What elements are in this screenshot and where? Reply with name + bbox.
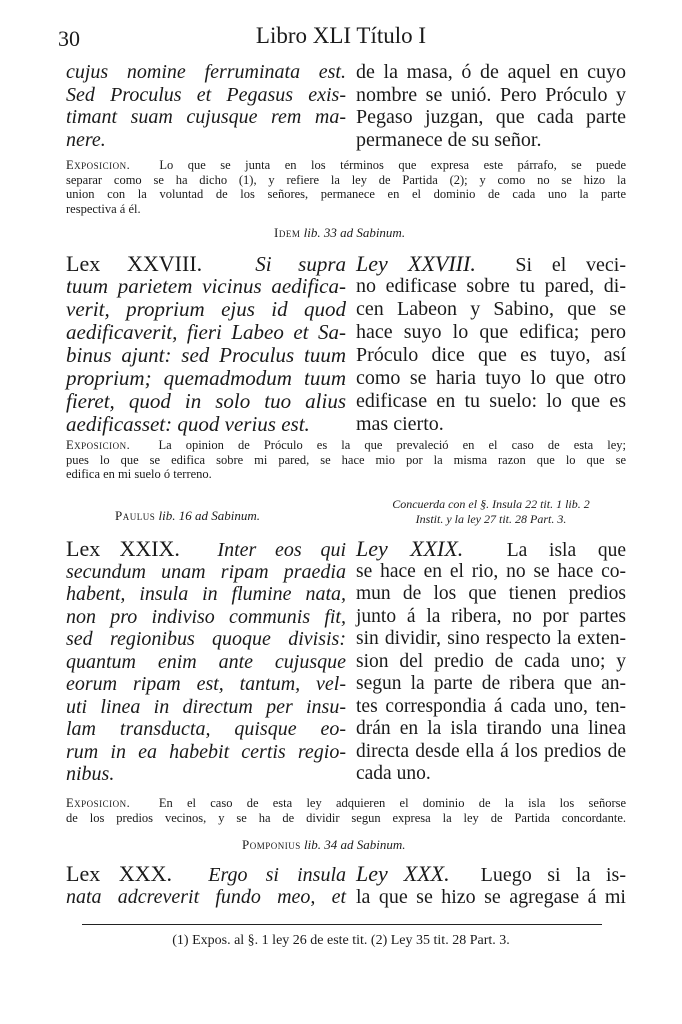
latin-line: nere. (66, 128, 106, 151)
source-author: Paulus (115, 508, 156, 523)
spanish-line: junto á la ribera, no por partes (356, 605, 626, 627)
latin-line: sed regionibus quoque divisis: (66, 628, 346, 650)
spanish-column-ley28 (356, 252, 626, 436)
spanish-line: no edificase sobre tu pared, di- (356, 275, 626, 297)
spanish-line: Luego si la is- (480, 864, 626, 886)
latin-line: tuum parietem vicinus aedifica- (66, 274, 346, 298)
latin-line: binus ajunt: sed Proculus tuum (66, 343, 346, 367)
exposicion-text: de los predios vecinos, y se ha de dividir segun expresa la ley de Partida concordante. (66, 810, 626, 825)
latin-line: aedificasset: quod verius est. (66, 412, 310, 436)
source-author: Pomponius (242, 837, 301, 852)
exposicion-text: La opinion de Próculo es la que prevaleció en el caso de esta ley; (158, 438, 626, 452)
spanish-line: hace suyo lo que edifica; pero (356, 321, 626, 343)
concordance-note (356, 497, 626, 527)
spanish-line: La isla que (506, 540, 626, 561)
source-citation-3 (242, 837, 405, 853)
latin-line: Sed Proculus et Pegasus exis- (66, 83, 346, 106)
spanish-column-block1 (356, 61, 626, 151)
spanish-line: sion del predio de cada uno; y (356, 650, 626, 672)
spanish-line: como se haria tuyo lo que otro (356, 367, 626, 389)
exposicion-text: respectiva á él. (66, 201, 141, 216)
source-text: lib. 34 ad Sabinum. (304, 837, 406, 852)
latin-line: Inter eos qui (217, 539, 346, 561)
spanish-line: la que se hizo se agregase á mi (356, 885, 626, 908)
lex-label: Lex XXX. (66, 861, 172, 886)
latin-line: quantum enim ante cujusque (66, 650, 346, 673)
exposicion-text: En el caso de esta ley adquieren el dominio de la isla los señorse (158, 796, 627, 810)
spanish-line: sin dividir, sino respecto la exten- (356, 628, 626, 649)
source-text: lib. 33 ad Sabinum. (303, 225, 406, 240)
latin-line: nibus. (66, 763, 115, 785)
footnote-rule (82, 924, 602, 925)
latin-line: rum in ea habebit certis regio- (66, 740, 346, 763)
source-citation-1 (274, 225, 405, 241)
ley-label: Ley XXIX. (356, 536, 464, 561)
spanish-line: edificase en tu suelo: lo que es (356, 390, 626, 412)
latin-line: timant suam cujusque rem ma- (66, 106, 346, 128)
spanish-line: Si el veci- (515, 254, 626, 276)
spanish-column-ley30 (356, 863, 626, 908)
latin-line: proprium; quemadmodum tuum (66, 366, 346, 390)
source-text: lib. 16 ad Sabinum. (158, 508, 260, 523)
exposicion-label: Exposicion. (66, 438, 131, 452)
spanish-column-ley29 (356, 538, 626, 786)
spanish-line: permanece de su señor. (356, 128, 542, 151)
spanish-line: cen Labeon y Sabino, que se (356, 298, 626, 320)
spanish-line: cada uno. (356, 763, 431, 784)
source-author: Idem (274, 225, 301, 240)
concordance-line: Instit. y la ley 27 tit. 28 Part. 3. (415, 512, 567, 526)
page-number: 30 (58, 26, 80, 51)
lex-label: Lex XXIX. (66, 536, 180, 561)
exposicion-label: Exposicion. (66, 158, 131, 172)
exposicion-label: Exposicion. (66, 796, 131, 810)
spanish-line: mas cierto. (356, 413, 444, 435)
exposicion-text: Lo que se junta en los términos que expresa este párrafo, se puede (159, 158, 627, 172)
latin-line: lam transducta, quisque eo- (66, 718, 346, 740)
spanish-line: Pegaso juzgan, que cada parte (356, 106, 626, 128)
latin-column-lex29 (66, 538, 346, 786)
lex-label: Lex XXVIII. (66, 251, 203, 276)
latin-line: aedificaverit, fieri Labeo et Sa- (66, 320, 346, 344)
footnotes: (1) Expos. al §. 1 ley 26 de este tit. (2) Ley 35 tit. 28 Part. 3. (172, 933, 510, 948)
concordance-line: Concuerda con el §. Insula 22 tit. 1 lib. 2 (392, 497, 590, 511)
ley-label: Ley XXX. (356, 861, 450, 886)
latin-line: eorum ripam est, tantum, vel- (66, 673, 346, 695)
spanish-line: mun de los que tienen predios (356, 583, 626, 604)
running-title: Libro XLI Título I (255, 23, 427, 48)
spanish-line: directa desde ella á los predios de (356, 740, 626, 762)
latin-line: habent, insula in flumine nata, (66, 583, 346, 605)
latin-column-lex28 (66, 252, 346, 436)
latin-line: uti linea in directum per insu- (66, 695, 346, 718)
latin-column-lex30 (66, 863, 346, 908)
spanish-line: drán en la isla tirando una linea (356, 718, 626, 739)
latin-column-block1 (66, 61, 346, 151)
latin-line: verit, proprium ejus id quod (66, 297, 346, 321)
spanish-line: nombre se unió. Pero Próculo y (356, 83, 626, 106)
spanish-line: Próculo dice que es tuyo, así (356, 344, 626, 366)
latin-line: Si supra (255, 252, 346, 276)
exposicion-text: edifica en mi suelo ó terreno. (66, 467, 212, 482)
spanish-line: tes correspondia á cada uno, ten- (356, 695, 626, 717)
exposicion-text: union con la voluntad de los señores, permanece en el dominio de cada uno la parte (66, 187, 626, 202)
exposicion-text: separar como se ha dicho (1), y refiere la ley de Partida (2); y como no se hizo la (66, 172, 626, 187)
latin-line: fieret, quod in solo tuo alius (66, 389, 346, 413)
exposicion-3 (66, 796, 626, 825)
source-citation-2 (115, 508, 260, 524)
latin-line: non pro indiviso communis fit, (66, 605, 346, 628)
latin-line: nata adcreverit fundo meo, et (66, 885, 346, 908)
exposicion-1 (66, 158, 626, 216)
latin-line: secundum unam ripam praedia (66, 560, 346, 583)
exposicion-2 (66, 438, 626, 482)
spanish-line: se hace en el rio, no se hace co- (356, 560, 626, 582)
exposicion-text: pues lo que se edifica sobre mi pared, se hace mio por la misma razon que lo que se (66, 452, 626, 467)
latin-line: cujus nomine ferruminata est. (66, 61, 346, 83)
spanish-line: segun la parte de ribera que an- (356, 673, 626, 694)
ley-label: Ley XXVIII. (356, 251, 476, 276)
spanish-line: de la masa, ó de aquel en cuyo (356, 61, 626, 83)
latin-line: Ergo si insula (208, 864, 346, 886)
